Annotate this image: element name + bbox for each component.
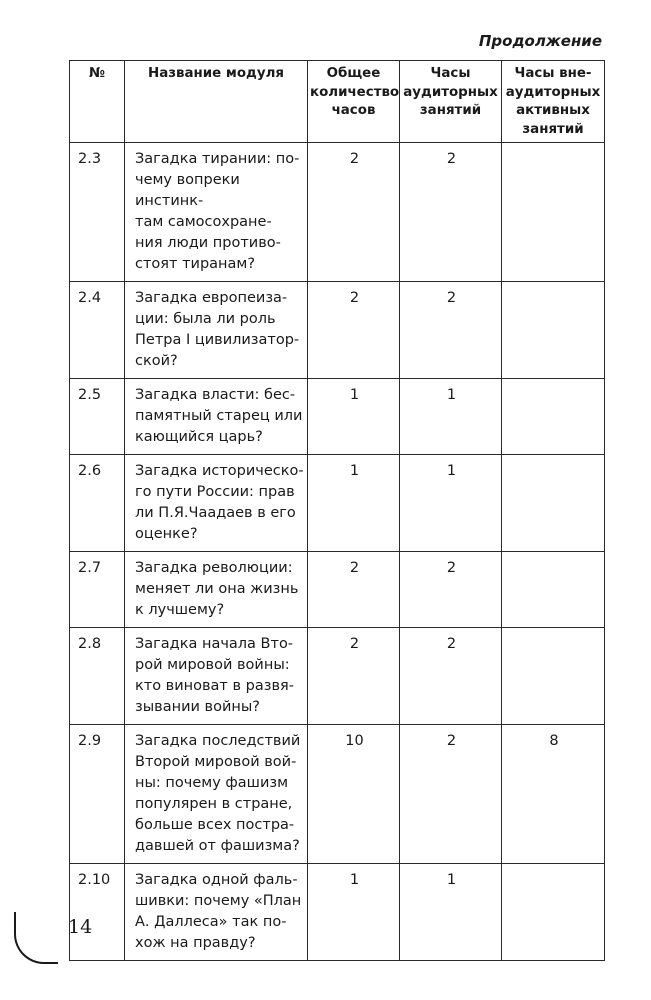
cell-number: 2.4 <box>70 282 125 379</box>
cell-number: 2.10 <box>70 864 125 961</box>
cell-module-name: Загадка европеиза- ции: была ли роль Петра I цивилизатор- ской? <box>125 282 308 379</box>
cell-module-name: Загадка историческо- го пути России: прав ли П.Я.Чаадаев в его оценке? <box>125 455 308 552</box>
cell-total-hours: 10 <box>308 725 400 864</box>
cell-module-name: Загадка власти: бес- памятный старец или кающийся царь? <box>125 379 308 455</box>
cell-module-name: Загадка начала Вто- рой мировой войны: кто виноват в развя- зывании войны? <box>125 628 308 725</box>
header-classroom-hours: Часы аудиторных занятий <box>400 61 502 143</box>
cell-classroom-hours: 1 <box>400 379 502 455</box>
cell-extracurricular-hours: 8 <box>502 725 605 864</box>
cell-total-hours: 2 <box>308 552 400 628</box>
cell-module-name: Загадка одной фаль- шивки: почему «План А. Даллеса» так по- хож на правду? <box>125 864 308 961</box>
cell-extracurricular-hours <box>502 864 605 961</box>
cell-total-hours: 2 <box>308 282 400 379</box>
cell-module-name: Загадка тирании: по- чему вопреки инстинк- там самосохране- ния люди противо- стоят тиранам? <box>125 143 308 282</box>
cell-total-hours: 1 <box>308 864 400 961</box>
cell-module-name: Загадка последствий Второй мировой вой- ны: почему фашизм популярен в стране, больше всех постра- давшей от фашизма? <box>125 725 308 864</box>
cell-classroom-hours: 2 <box>400 143 502 282</box>
cell-number: 2.9 <box>70 725 125 864</box>
header-total-hours: Общее количество часов <box>308 61 400 143</box>
page-number: 14 <box>68 916 93 938</box>
table-row <box>70 282 605 379</box>
cell-number: 2.8 <box>70 628 125 725</box>
cell-classroom-hours: 1 <box>400 864 502 961</box>
cell-classroom-hours: 2 <box>400 282 502 379</box>
header-extracurricular-hours: Часы вне- аудиторных активных занятий <box>502 61 605 143</box>
cell-classroom-hours: 2 <box>400 725 502 864</box>
table-row <box>70 552 605 628</box>
header-number: № <box>70 61 125 143</box>
header-module-name: Название модуля <box>125 61 308 143</box>
cell-total-hours: 1 <box>308 455 400 552</box>
cell-total-hours: 2 <box>308 628 400 725</box>
cell-classroom-hours: 1 <box>400 455 502 552</box>
cell-number: 2.5 <box>70 379 125 455</box>
modules-table <box>69 60 605 961</box>
cell-total-hours: 1 <box>308 379 400 455</box>
cell-extracurricular-hours <box>502 379 605 455</box>
cell-extracurricular-hours <box>502 455 605 552</box>
cell-module-name: Загадка революции: меняет ли она жизнь к лучшему? <box>125 552 308 628</box>
cell-extracurricular-hours <box>502 628 605 725</box>
table-header-row <box>70 61 605 143</box>
cell-number: 2.3 <box>70 143 125 282</box>
cell-number: 2.6 <box>70 455 125 552</box>
table-row <box>70 864 605 961</box>
table-row <box>70 628 605 725</box>
table-row <box>70 379 605 455</box>
table-row <box>70 143 605 282</box>
cell-extracurricular-hours <box>502 143 605 282</box>
table-row <box>70 455 605 552</box>
table-row <box>70 725 605 864</box>
cell-classroom-hours: 2 <box>400 628 502 725</box>
cell-total-hours: 2 <box>308 143 400 282</box>
cell-extracurricular-hours <box>502 282 605 379</box>
cell-classroom-hours: 2 <box>400 552 502 628</box>
cell-extracurricular-hours <box>502 552 605 628</box>
page-corner-ornament <box>14 912 58 964</box>
continuation-label: Продолжение <box>478 32 602 50</box>
cell-number: 2.7 <box>70 552 125 628</box>
